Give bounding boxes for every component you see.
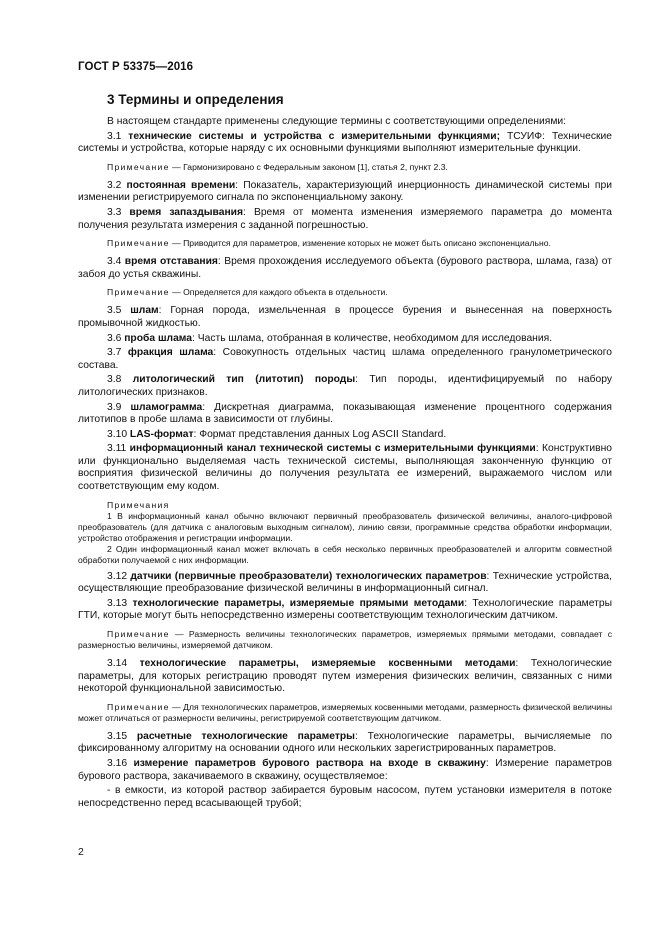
term-3-6 (78, 333, 612, 346)
term-name: измерение параметров бурового раствора на входе в скважину (133, 758, 486, 769)
term-name: шламограмма (130, 401, 203, 413)
term-3-4 (78, 256, 612, 281)
term-name: технические системы и устройства с измерительными функциями; (128, 130, 501, 142)
document-header: ГОСТ Р 53375—2016 (78, 61, 194, 73)
note-text: — Для технологических параметров, измеряемых косвенными методами, размерность физической величины может отличаться от размерности величины, регистрируемой соответствующим датчиком. (78, 701, 612, 723)
term-3-10 (78, 429, 612, 442)
term-name: время запаздывания (129, 206, 244, 218)
term-name: информационный канал технической системы с измерительными функциями (129, 443, 536, 455)
term-3-9 (78, 402, 612, 427)
term-3-7 (78, 347, 612, 372)
term-number: 3.1 (107, 130, 122, 142)
intro-paragraph: В настоящем стандарте применены следующие термины с соответствующими определениями: (107, 116, 567, 127)
term-definition: : Часть шлама, отобранная в количестве, необходимом для исследования. (192, 332, 553, 344)
term-definition: : Технические устройства, осуществляющие преобразование физической величины в информационный сигнал. (78, 570, 612, 595)
term-3-5 (78, 305, 612, 330)
term-number: 3.16 (107, 758, 128, 769)
note-label: Примечание (107, 287, 170, 298)
term-3-12 (78, 571, 612, 596)
note-text: — Приводится для параметров, изменение которых не может быть описано экспоненциально. (169, 238, 551, 249)
term-name: литологический тип (литотип) породы (132, 374, 356, 386)
note-label: Примечание (107, 238, 170, 249)
note-3-1 (78, 162, 612, 173)
term-3-13 (78, 598, 612, 623)
term-definition: : Время от момента изменения измеряемого параметра до момента получения результата измерения с заданной погрешностью. (78, 206, 612, 231)
term-definition: : Измерение параметров бурового раствора, закачиваемого в скважину, осуществляемое: (78, 758, 612, 782)
term-definition: : Тип породы, идентифицируемый по набору литологических признаков. (78, 374, 612, 398)
term-3-1 (78, 131, 612, 156)
term-number: 3.3 (107, 206, 122, 218)
term-number: 3.11 (107, 443, 127, 455)
note-3-14 (78, 702, 612, 724)
term-definition: ТСУИФ: Технические системы и устройства, которые наряду с их основными функциями выполняют измерительные функции. (78, 130, 612, 155)
term-name: проба шлама (124, 332, 193, 344)
term-name: постоянная времени (126, 179, 236, 191)
term-number: 3.5 (107, 305, 122, 317)
term-name: датчики (первичные преобразователи) технологических параметров (130, 570, 487, 582)
term-definition: : Горная порода, измельченная в процессе бурения и вынесенная на поверхность промывочной жидкостью. (78, 305, 612, 329)
note-text: — Размерность величины технологических параметров, измеряемых прямыми методами, совпадает с размерностью величины, измеряемой датчиком. (78, 629, 612, 651)
note-label: Примечание (107, 161, 170, 172)
term-name: LAS-формат (129, 428, 194, 440)
note-3-3 (78, 238, 612, 249)
term-name: фракция шлама (127, 347, 214, 359)
note-text: — Определяется для каждого объекта в отдельности. (169, 287, 388, 298)
note-item-1: 1 В информационный канал обычно включают первичный преобразователь физической величины, аналого-цифровой преобразователь (для датчика с аналоговым выходным сигналом), линию связи, программные средства обработки информации, устройство отображения и регистрации информации. (78, 510, 612, 543)
term-number: 3.15 (107, 730, 128, 742)
note-3-13 (78, 629, 612, 651)
term-number: 3.2 (107, 179, 122, 191)
note-3-4 (78, 287, 612, 298)
term-definition: : Дискретная диаграмма, показывающая изменение процентного содержания литотипов в пробе шлама в зависимости от глубины. (78, 401, 612, 426)
term-definition: : Формат представления данных Log ASCII Standard. (193, 428, 447, 440)
term-number: 3.13 (107, 597, 128, 609)
term-3-2 (78, 180, 612, 205)
term-name: расчетные технологические параметры (136, 730, 355, 742)
term-number: 3.10 (107, 428, 128, 440)
term-name: время отставания (124, 256, 218, 268)
term-definition: : Показатель, характеризующий инерционность динамической системы при изменении регистрируемого сигнала по экспоненциальному закону. (78, 179, 612, 204)
term-definition: : Технологические параметры ГТИ, которые могут быть непосредственно измерены соответствующим технологическим датчиком. (78, 597, 612, 622)
term-definition: : Технологические параметры, для которых регистрацию проводят путем измерения физических величин, связанных с ними некоторой функциональной зависимостью. (78, 658, 612, 695)
term-3-16 (78, 758, 612, 783)
term-number: 3.6 (107, 332, 122, 344)
term-3-14 (78, 658, 612, 696)
term-number: 3.8 (107, 374, 122, 386)
term-number: 3.7 (107, 347, 122, 359)
term-name: шлам (130, 305, 159, 317)
term-3-11 (78, 443, 612, 493)
term-number: 3.9 (107, 401, 122, 413)
note-text: — Гармонизировано с Федеральным законом [1], статья 2, пункт 2.3. (169, 161, 448, 172)
page-number: 2 (78, 846, 84, 858)
section-title: 3 Термины и определения (107, 92, 284, 107)
term-number: 3.14 (107, 658, 128, 670)
term-definition: : Конструктивно или функционально выделяемая часть технической системы, выполняющая законченную функцию от восприятия физической величины до получения результата ее измерений, выражаемого числом или соответствующим ему кодом. (78, 443, 612, 493)
term-definition: : Совокупность отдельных частиц шлама определенного гранулометрического состава. (78, 347, 612, 371)
term-number: 3.4 (107, 256, 122, 268)
term-definition: : Технологические параметры, вычисляемые по фиксированному алгоритму на основании одного или нескольких зарегистрированных параметров. (78, 730, 613, 755)
bullet-item: - в емкости, из которой раствор забирается буровым насосом, путем установки измерителя в потоке непосредственно перед всасывающей трубой; (78, 785, 612, 809)
notes-title: Примечания (107, 499, 170, 510)
term-name: технологические параметры, измеряемые прямыми методами (132, 597, 465, 609)
note-label: Примечание (107, 629, 170, 640)
term-name: технологические параметры, измеряемые косвенными методами (139, 658, 516, 670)
document-body (78, 116, 612, 812)
term-number: 3.12 (107, 570, 128, 582)
note-label: Примечание (107, 701, 170, 712)
term-3-8 (78, 374, 612, 399)
term-3-15 (78, 731, 612, 756)
term-3-3 (78, 207, 612, 232)
note-item-2: 2 Один информационный канал может включать в себя несколько первичных преобразователей и алгоритм совместной обработки получаемой с них информации. (78, 543, 612, 565)
term-definition: : Время прохождения исследуемого объекта (бурового раствора, шлама, газа) от забоя до устья скважины. (78, 256, 612, 280)
